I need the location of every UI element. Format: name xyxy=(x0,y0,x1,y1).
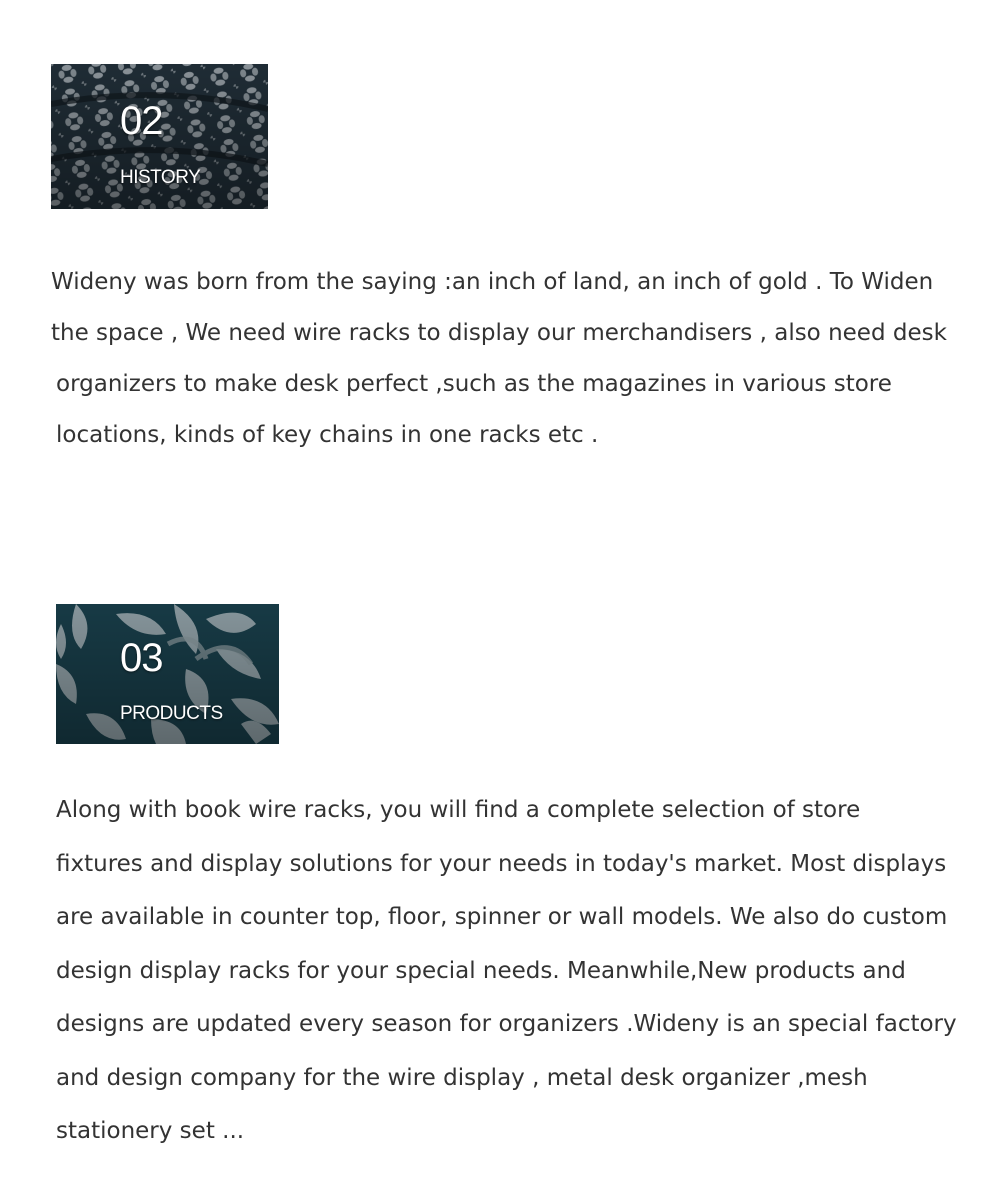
paragraph-line: locations, kinds of key chains in one racks etc . xyxy=(56,422,599,448)
paragraph-line: Wideny was born from the saying :an inch of land, an inch of gold . To Widen xyxy=(51,269,934,295)
products-paragraph xyxy=(56,784,957,1159)
paragraph-line: designs are updated every season for organizers .Wideny is an special factory xyxy=(56,1011,957,1037)
history-paragraph xyxy=(51,257,947,461)
paragraph-line: are available in counter top, floor, spinner or wall models. We also do custom xyxy=(56,904,948,930)
paragraph-line: and design company for the wire display , metal desk organizer ,mesh xyxy=(56,1064,868,1091)
paragraph-line: organizers to make desk perfect ,such as the magazines in various store xyxy=(56,371,892,397)
products-section-badge xyxy=(56,604,279,744)
paragraph-line: design display racks for your special needs. Meanwhile,New products and xyxy=(56,957,906,984)
paragraph-line: Along with book wire racks, you will find a complete selection of store xyxy=(56,797,861,823)
history-section-badge xyxy=(51,64,268,209)
paragraph-line: fixtures and display solutions for your needs in today's market. Most displays xyxy=(56,850,947,877)
section-number: 02 xyxy=(120,99,163,143)
section-title: HISTORY xyxy=(120,167,201,188)
paragraph-line: the space , We need wire racks to display our merchandisers , also need desk xyxy=(51,320,947,346)
section-title: PRODUCTS xyxy=(120,703,223,724)
section-number: 03 xyxy=(120,636,163,680)
paragraph-line: stationery set ... xyxy=(56,1118,245,1144)
